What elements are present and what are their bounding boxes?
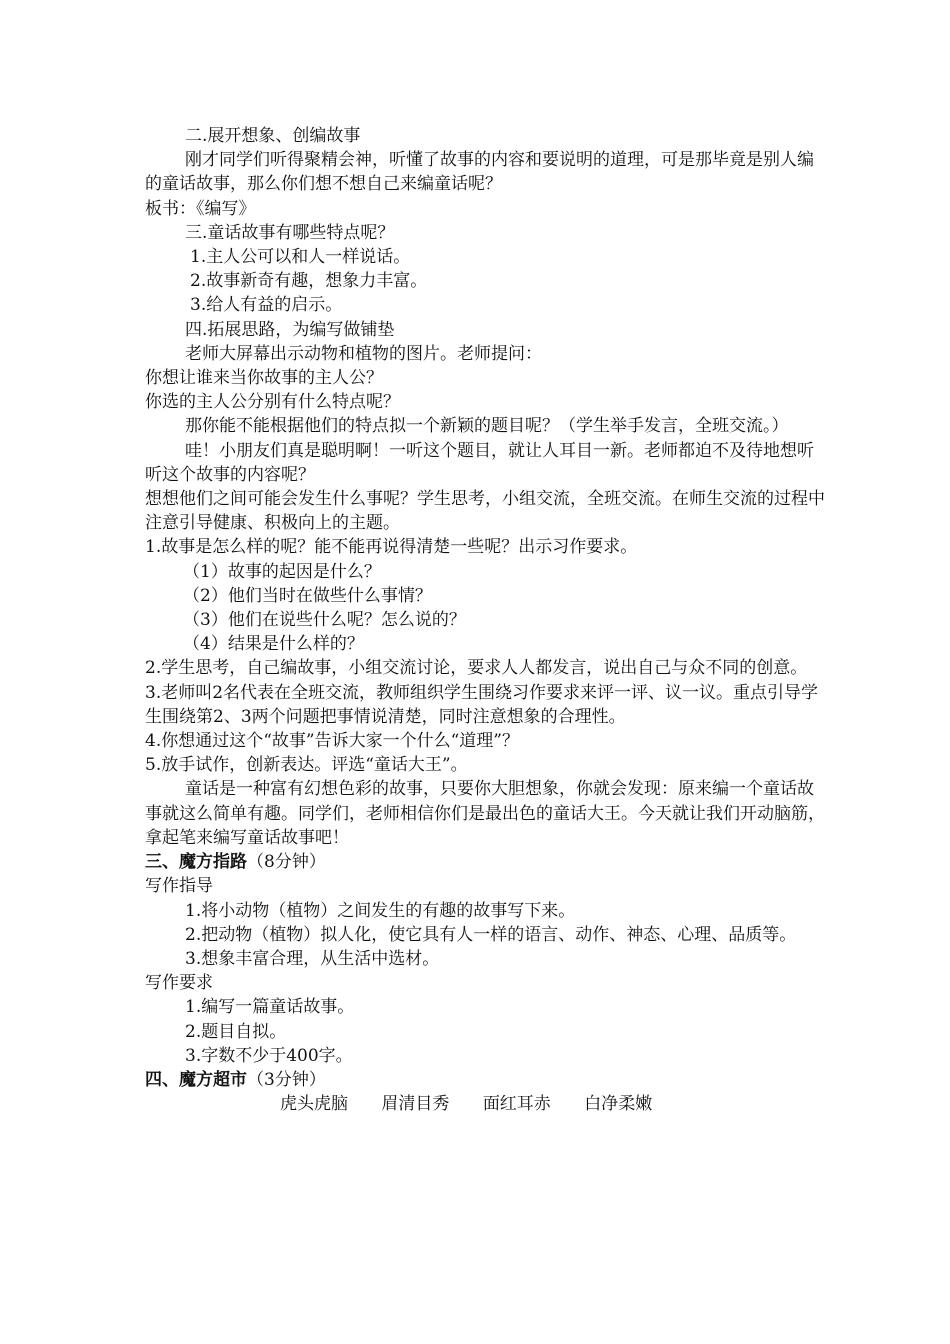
subheading: 写作指导 — [145, 876, 213, 897]
bold-section-heading — [145, 1068, 825, 1092]
section-heading: 二.展开想象、创编故事 — [185, 126, 361, 146]
list-item: 1.主人公可以和人一样说话。 — [190, 247, 411, 268]
word-item: 眉清目秀 — [381, 1094, 450, 1115]
document-body — [145, 124, 825, 1116]
paragraph: 那你能不能根据他们的特点拟一个新颖的题目呢？（学生举手发言，全班交流。） — [185, 416, 789, 437]
subheading: 写作要求 — [145, 973, 213, 994]
heading-title: 三、魔方指路 — [145, 852, 247, 873]
bold-section-heading — [145, 850, 825, 874]
sub-item: （1）故事的起因是什么？ — [183, 561, 381, 582]
sub-item: （2）他们当时在做些什么事情？ — [183, 585, 432, 606]
list-item: 3.字数不少于400字。 — [185, 1045, 353, 1066]
paragraph: 哇！小朋友们真是聪明啊！一听这个题目，就让人耳目一新。老师都迫不及待地想听听这个故事的内容呢？ — [145, 440, 814, 485]
numbered-item: 4.你想通过这个“故事”告诉大家一个什么“道理”？ — [145, 731, 519, 752]
numbered-item: 3.老师叫2名代表在全班交流，教师组织学生围绕习作要求来评一评、议一议。重点引导学生围绕第2、3两个问题把事情说清楚，同时注意想象的合理性。 — [145, 682, 819, 727]
heading-time: （8分钟） — [247, 852, 326, 873]
heading-time: （3分钟） — [247, 1069, 326, 1090]
section-heading: 三.童话故事有哪些特点呢？ — [185, 222, 395, 243]
word-list — [145, 1092, 825, 1116]
numbered-item: 5.放手试作，创新表达。评选“童话大王”。 — [145, 755, 468, 776]
sub-item: （4）结果是什么样的？ — [183, 634, 364, 655]
question-line: 你想让谁来当你故事的主人公？ — [145, 368, 383, 389]
paragraph: 刚才同学们听得聚精会神，听懂了故事的内容和要说明的道理，可是那毕竟是别人编的童话故事，那么你们想不想自己来编童话呢？ — [145, 150, 814, 195]
list-item: 2.故事新奇有趣，想象力丰富。 — [190, 271, 428, 292]
section-heading: 四.拓展思路，为编写做铺垫 — [185, 319, 395, 340]
numbered-item: 1.故事是怎么样的呢？能不能再说得清楚一些呢？出示习作要求。 — [145, 537, 638, 558]
question-line: 你选的主人公分别有什么特点呢？ — [145, 392, 400, 413]
heading-title: 四、魔方超市 — [145, 1069, 247, 1090]
list-item: 2.题目自拟。 — [185, 1021, 287, 1042]
list-item: 1.将小动物（植物）之间发生的有趣的故事写下来。 — [185, 900, 576, 921]
list-item: 3.想象丰富合理，从生活中选材。 — [185, 948, 440, 969]
list-item: 1.编写一篇童话故事。 — [185, 997, 355, 1018]
paragraph: 老师大屏幕出示动物和植物的图片。老师提问： — [185, 343, 542, 364]
word-item: 虎头虎脑 — [280, 1094, 348, 1115]
list-item: 3.给人有益的启示。 — [190, 295, 343, 316]
word-item: 面红耳赤 — [482, 1094, 551, 1115]
numbered-item: 2.学生思考，自己编故事，小组交流讨论，要求人人都发言，说出自己与众不同的创意。 — [145, 658, 808, 679]
word-item: 白净柔嫩 — [584, 1094, 653, 1115]
board-note: 板书：《编写》 — [145, 198, 256, 219]
paragraph: 想想他们之间可能会发生什么事呢？学生思考，小组交流，全班交流。在师生交流的过程中注意引导健康、积极向上的主题。 — [145, 489, 825, 534]
paragraph: 童话是一种富有幻想色彩的故事，只要你大胆想象，你就会发现：原来编一个童话故事就这么简单有趣。同学们，老师相信你们是最出色的童话大王。今天就让我们开动脑筋，拿起笔来编写童话故事吧！ — [145, 779, 825, 848]
sub-item: （3）他们在说些什么呢？怎么说的？ — [183, 610, 466, 631]
list-item: 2.把动物（植物）拟人化，使它具有人一样的语言、动作、神态、心理、品质等。 — [185, 924, 797, 945]
